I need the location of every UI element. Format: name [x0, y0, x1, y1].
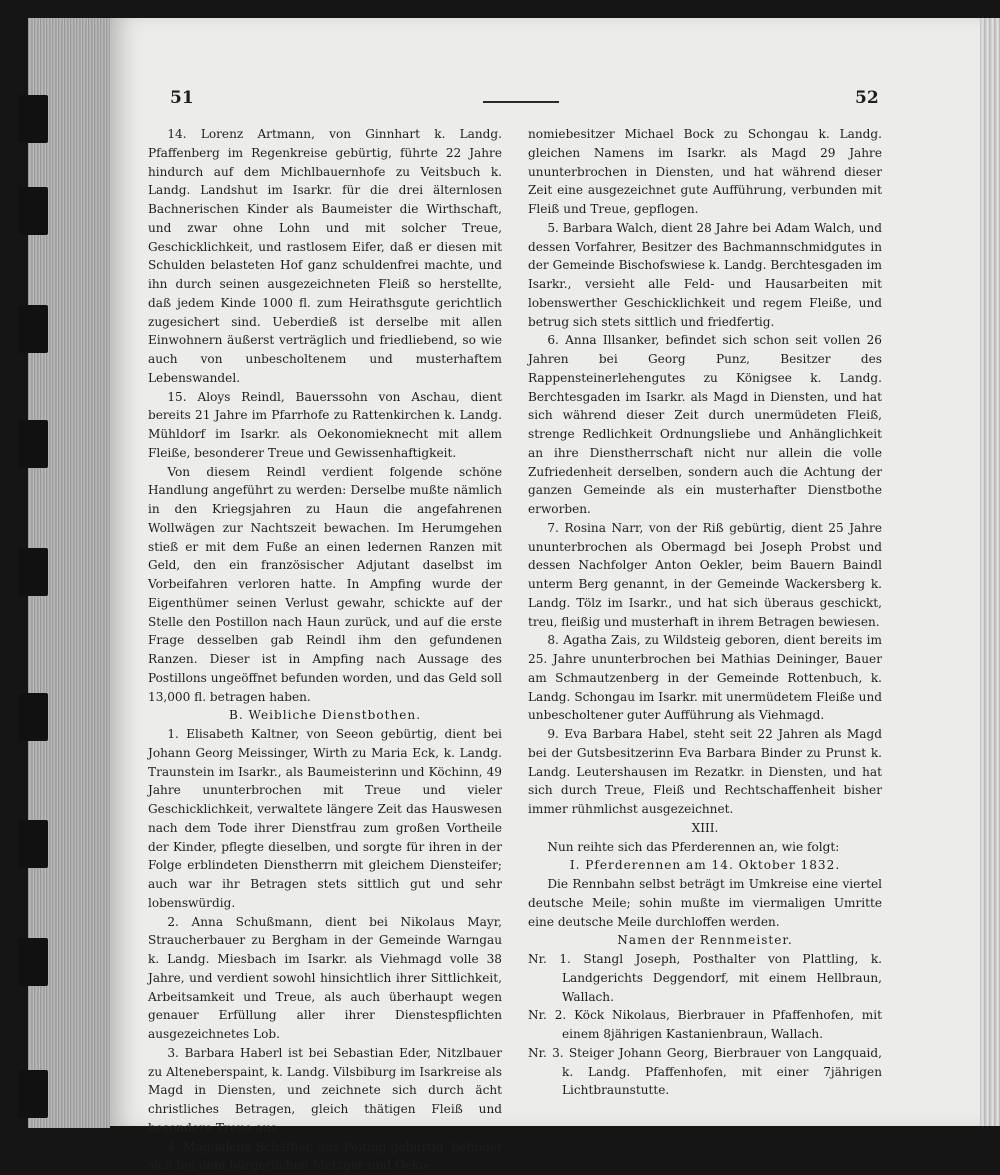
index-tab: [18, 420, 48, 468]
list-item: Nr. 2. Köck Nikolaus, Bierbrauer in Pfaffenhofen, mit einem 8jährigen Kastanienbraun, Wallach.: [528, 1006, 882, 1044]
race-heading: I. Pferderennen am 14. Oktober 1832.: [528, 856, 882, 875]
page-number-right: 52: [855, 88, 879, 108]
riders-heading: Namen der Rennmeister.: [528, 931, 882, 950]
paragraph: 14. Lorenz Artmann, von Ginnhart k. Landg. Pfaffenberg im Regenkreise gebürtig, führte 22 Jahre hindurch auf dem Michlbauernhofe zu Veitsbuch k. Landg. Landshut im Isarkr. für die drei älternlosen Bachnerischen Kinder als Baumeister die Wirthschaft, und zwar ohne Lohn und mit solcher Treue, Geschicklichkeit, und rastlosem Eifer, daß er diesen mit Schulden belasteten Hof ganz schuldenfrei machte, und ihn durch seinen ausgezeichneten Fleiß so herstellte, daß jedem Kinde 1000 fl. zum Heirathsgute gerichtlich zugesichert sind. Ueberdieß ist derselbe mit allen Einwohnern äußerst verträglich und friedliebend, so wie auch von unbescholtenem und musterhaftem Lebenswandel.: [148, 125, 502, 388]
paragraph: Nun reihte sich das Pferderennen an, wie folgt:: [528, 838, 882, 857]
paragraph: Die Rennbahn selbst beträgt im Umkreise eine viertel deutsche Meile; sohin mußte im viermaligen Umritte eine deutsche Meile durchloffen werden.: [528, 875, 882, 931]
index-tab: [18, 187, 48, 235]
list-item: Nr. 3. Steiger Johann Georg, Bierbrauer von Langquaid, k. Landg. Pfaffenhofen, mit einer 7jährigen Lichtbraunstutte.: [528, 1044, 882, 1100]
index-tab: [18, 95, 48, 143]
left-column: [148, 125, 502, 1175]
page-edge-right: [980, 18, 1000, 1126]
paragraph: 6. Anna Illsanker, befindet sich schon seit vollen 26 Jahren bei Georg Punz, Besitzer des Rappensteinerlehengutes zu Königsee k. Landg. Berchtesgaden im Isarkr. als Magd in Diensten, und hat sich während dieser Zeit durch unermüdeten Fleiß, strenge Redlichkeit Ordnungsliebe und Anhänglichkeit an ihre Dienstherrschaft nicht nur allein die volle Zufriedenheit derselben, sondern auch die Achtung der ganzen Gemeinde als ein musterhafter Dienstbothe erworben.: [528, 331, 882, 519]
page-number-left: 51: [170, 88, 194, 108]
paragraph: 1. Elisabeth Kaltner, von Seeon gebürtig, dient bei Johann Georg Meissinger, Wirth zu Maria Eck, k. Landg. Traunstein im Isarkr., als Baumeisterinn und Köchinn, 49 Jahre ununterbrochen mit Treue und vieler Geschicklichkeit, verwaltete längere Zeit das Hauswesen nach dem Tode ihrer Dienstfrau zum großen Vortheile der Kinder, pflegte dieselben, und sorgte für ihren in der Folge erblindeten Dienstherrn mit gleichem Diensteifer; auch war ihr Betragen stets sittlich gut und sehr lobenswürdig.: [148, 725, 502, 913]
section-numeral: XIII.: [528, 819, 882, 838]
paragraph: Von diesem Reindl verdient folgende schöne Handlung angeführt zu werden: Derselbe mußte nämlich in den Kriegsjahren zu Haun die angefahrenen Wollwägen zur Nachtszeit bewachen. Im Herumgehen stieß er mit dem Fuße an einen ledernen Ranzen mit Geld, den ein französischer Adjutant daselbst im Vorbeifahren verloren hatte. In Ampfing wurde der Eigenthümer seinen Verlust gewahr, schickte auf der Stelle den Postillon nach Haun zurück, und auf die erste Frage desselben gab Reindl ihm den gefundenen Ranzen. Dieser ist in Ampfing nach Aussage des Postillons ungeöffnet befunden worden, und das Geld soll 13,000 fl. betragen haben.: [148, 463, 502, 707]
paragraph: nomiebesitzer Michael Bock zu Schongau k. Landg. gleichen Namens im Isarkr. als Magd 29 Jahre ununterbrochen in Diensten, und hat während dieser Zeit eine ausgezeichnet gute Aufführung, verbunden mit Fleiß und Treue, gepflogen.: [528, 125, 882, 219]
index-tab: [18, 820, 48, 868]
index-tab: [18, 693, 48, 741]
paragraph: 2. Anna Schußmann, dient bei Nikolaus Mayr, Straucherbauer zu Bergham in der Gemeinde Warngau k. Landg. Miesbach im Isarkr. als Viehmagd volle 38 Jahre, und verdient sowohl hinsichtlich ihrer Sittlichkeit, Arbeitsamkeit und Treue, als auch überhaupt wegen genauer Erfüllung aller ihrer Dienstespflichten ausgezeichnetes Lob.: [148, 913, 502, 1044]
paragraph: 3. Barbara Haberl ist bei Sebastian Eder, Nitzlbauer zu Alteneberspaint, k. Landg. Vilsbiburg im Isarkreise als Magd in Diensten, und zeichnete sich durch ächt christliches Betragen, gleich thätigen Fleiß und besondere Treue aus.: [148, 1044, 502, 1138]
paragraph: 9. Eva Barbara Habel, steht seit 22 Jahren als Magd bei der Gutsbesitzerinn Eva Barbara Binder zu Prunst k. Landg. Leutershausen im Rezatkr. in Diensten, und hat sich durch Treue, Fleiß und Rechtschaffenheit bisher immer rühmlichst ausgezeichnet.: [528, 725, 882, 819]
right-column: [528, 125, 882, 1100]
header-rule: [483, 101, 559, 103]
paragraph: 7. Rosina Narr, von der Riß gebürtig, dient 25 Jahre ununterbrochen als Obermagd bei Joseph Probst und dessen Nachfolger Anton Oekler, beim Bauern Baindl unterm Berg genannt, in der Gemeinde Wackersberg k. Landg. Tölz im Isarkr., und hat sich überaus geschickt, treu, fleißig und musterhaft in ihrem Betragen bewiesen.: [528, 519, 882, 632]
index-tab: [18, 305, 48, 353]
section-heading: B. Weibliche Dienstbothen.: [148, 706, 502, 725]
index-tab: [18, 548, 48, 596]
paragraph: 8. Agatha Zais, zu Wildsteig geboren, dient bereits im 25. Jahre ununterbrochen bei Mathias Deininger, Bauer am Schmautzenberg in der Gemeinde Rottenbuch, k. Landg. Schongau im Isarkr. mit unermüdetem Fleiße und unbescholtener guter Aufführung als Viehmagd.: [528, 631, 882, 725]
index-tab: [18, 1070, 48, 1118]
paragraph: 4. Magdalena Schäffler, aus Peiting gebürtig, befindet sich bei dem bürgerlichen Metzger und Oeko-: [148, 1138, 502, 1175]
paragraph: 15. Aloys Reindl, Bauerssohn von Aschau, dient bereits 21 Jahre im Pfarrhofe zu Rattenkirchen k. Landg. Mühldorf im Isarkr. als Oekonomieknecht mit allem Fleiße, besonderer Treue und Gewissenhaftigkeit.: [148, 388, 502, 463]
list-item: Nr. 1. Stangl Joseph, Posthalter von Plattling, k. Landgerichts Deggendorf, mit einem Hellbraun, Wallach.: [528, 950, 882, 1006]
paragraph: 5. Barbara Walch, dient 28 Jahre bei Adam Walch, und dessen Vorfahrer, Besitzer des Bachmannschmidgutes in der Gemeinde Bischofswiese k. Landg. Berchtesgaden im Isarkr., versieht alle Feld- und Hausarbeiten mit lobenswerther Geschicklichkeit und regem Fleiße, und betrug sich stets sittlich und friedfertig.: [528, 219, 882, 332]
index-tab: [18, 938, 48, 986]
